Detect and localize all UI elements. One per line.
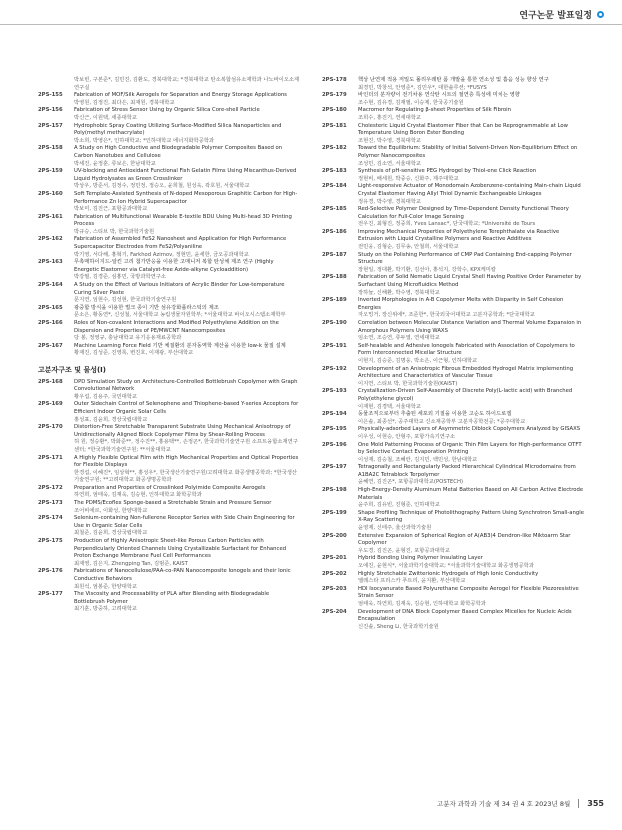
entry-authors: 엄태욱, 하연희, 김재욱, 김승현, 인하대학교 화학공학과 — [358, 600, 486, 607]
program-entry — [322, 274, 584, 297]
program-entry — [322, 252, 584, 275]
entry-authors: 박영원, 김정진, 최다은, 최재원, 경북대학교 — [74, 99, 175, 106]
entry-authors: 조어비에르, 이화성, 한양대학교 — [74, 507, 148, 514]
entry-body — [74, 538, 300, 568]
entry-id: 2PS-169 — [38, 401, 63, 408]
entry-title: Production of Highly Anisotropic Sheet-like Porous Carbon Particles with Perpendicularly Oriented Channels Using Crystallizable Surfactant for Enhanced Proton Exchange Membrane Fuel Cell Performances — [74, 538, 287, 560]
entry-title: Improving Mechanical Properties of Polyethylene Terephthalate via Reactive Extrusion with Liquid Crystalline Polymers and Reactive Additives — [358, 228, 560, 243]
entry-body — [358, 77, 584, 92]
entry-body — [74, 168, 300, 191]
entry-id: 2PS-184 — [322, 183, 347, 190]
program-entry — [38, 77, 300, 92]
program-entry — [322, 123, 584, 146]
entry-id: 2PS-199 — [322, 509, 347, 516]
entry-authors: 황우섭, 김용주, 국민대학교 — [74, 393, 138, 400]
program-entry — [38, 168, 300, 191]
entry-id: 2PS-163 — [38, 259, 63, 266]
entry-title: Machine Learning Force Field 기반 체질환의 분자동역학 계산을 이용한 low-k 물질 설계 — [74, 342, 286, 349]
entry-body — [74, 191, 300, 214]
entry-title: A Study on High Conductive and Biodegradable Polymer Composites Based on Carbon Nanotubes and Cellulose — [74, 145, 283, 159]
entry-body — [358, 320, 584, 343]
entry-body — [358, 297, 584, 320]
entry-id: 2PS-201 — [322, 555, 347, 562]
entry-body — [358, 145, 584, 168]
entry-title: Synthesis of pH-sensitive PEG Hydrogel by Thiol-ene Click Reaction — [358, 168, 537, 175]
entry-title: High-Energy-Density Aluminum Metal Batteries Based on All Carbon Active Electrode Materials — [358, 487, 584, 501]
program-entry — [38, 568, 300, 591]
entry-body — [358, 206, 584, 229]
entry-authors: 이재현, 김경택, 서울대학교 — [358, 403, 422, 410]
entry-body — [358, 442, 584, 465]
entry-authors: 이은솔, 최종선*, 공주대학교 신소재공학부 고분자공학전공; *공주대학교 — [358, 418, 526, 425]
entry-body — [358, 229, 584, 252]
entry-body — [358, 183, 584, 206]
entry-id — [38, 77, 74, 92]
entry-body — [74, 455, 300, 485]
entry-id: 2PS-198 — [322, 487, 347, 494]
entry-id: 2PS-185 — [322, 206, 347, 213]
entry-body — [74, 92, 300, 107]
entry-id: 2PS-190 — [322, 320, 347, 326]
program-entry — [38, 320, 300, 343]
program-entry — [38, 485, 300, 500]
entry-authors: 신진솔, Sheng Li, 한국과학기술원 — [358, 623, 439, 630]
entry-id: 2PS-192 — [322, 365, 347, 372]
entry-id: 2PS-155 — [38, 92, 63, 99]
program-entry — [322, 168, 584, 183]
program-entry — [322, 426, 584, 441]
entry-authors: 박세진, 윤정훈, 류보은, 한남대학교 — [74, 160, 156, 167]
entry-id: 2PS-165 — [38, 304, 63, 311]
entry-title: Distortion-Free Stretchable Transparent Substrate Using Mechanical Anisotropy of Unidirectionally Aligned Block Copolymer Films by Shear-Rolling Process — [74, 424, 291, 438]
entry-authors: 우도경, 김진곤, 윤형진, 포항공과대학교 — [358, 547, 450, 554]
entry-title: A Study on the Effect of Various Initiators of Acrylic Binder for Low-temperature Curing Silver Paste — [74, 282, 285, 296]
program-entry — [322, 510, 584, 533]
entry-authors: 최경민, 박창석, 안영준*, 김민우*, 대한솔루션; *FUSYS — [358, 84, 487, 91]
entry-body — [74, 107, 300, 122]
entry-title: 동물조직으로부터 추출된 세포외 기질을 이용한 고순도 하이드로겔 — [358, 411, 512, 418]
program-entry — [38, 259, 300, 282]
entry-id: 2PS-159 — [38, 168, 63, 175]
entry-title: Fabrication of Assembled FeS2 Nanosheet and Application for High Performance Supercapacitor Electrodes from FeS2/Polyaniline — [74, 236, 287, 251]
entry-id: 2PS-195 — [322, 426, 347, 433]
entry-id: 2PS-204 — [322, 608, 347, 615]
entry-title: Roles of Non-covalent Interactions and Modified Polyethylene Addition on the Dispersion and Properties of PE/MWCNT Nanocomposites — [74, 320, 279, 334]
program-entry — [38, 424, 300, 454]
entry-id: 2PS-175 — [38, 538, 63, 545]
program-entry — [38, 107, 300, 122]
entry-id: 2PS-187 — [322, 251, 347, 258]
entry-authors: 정현비, 배세원, 박중승, 신화주, 제주대학교 — [358, 175, 459, 182]
entry-authors: 조현진, 박수영, 경북대학교 — [358, 137, 422, 144]
entry-id: 2PS-172 — [38, 484, 63, 491]
program-entry — [322, 183, 584, 206]
entry-authors: 홍성표, 김윤희, 경상국립대학교 — [74, 416, 148, 423]
program-entry — [38, 236, 300, 259]
entry-body — [358, 426, 584, 441]
program-entry — [322, 442, 584, 465]
entry-body — [74, 259, 300, 282]
entry-authors: 박신근, 이원택, 세종대학교 — [74, 114, 138, 121]
entry-id: 2PS-166 — [38, 320, 63, 326]
entry-id: 2PS-191 — [322, 342, 347, 349]
entry-id: 2PS-157 — [38, 122, 63, 129]
entry-authors: 문지연, 임현수, 김성현, 한국과학기술연구원 — [74, 297, 177, 304]
entry-authors: 조수현, 김유경, 김재필, 이승제, 한국공기술원 — [358, 99, 464, 106]
entry-title: Red-Selective Polymer Designed by Time-Dependent Density Functional Theory Calculation for Full-Color Image Sensing — [358, 206, 569, 220]
entry-body — [358, 123, 584, 146]
entry-authors: 엘레스타 프리스카 푸트리, 윤지환, 부산대학교 — [358, 578, 466, 585]
entry-authors: 최철준, 김윤희, 경상국립대학교 — [74, 530, 148, 537]
program-entry — [38, 343, 300, 358]
entry-body — [358, 609, 584, 632]
entry-body — [358, 388, 584, 411]
program-entry — [322, 609, 584, 632]
entry-id: 2PS-202 — [322, 570, 347, 577]
entry-authors: 이우성, 이현승, 안형주, 포항가속기연구소 — [358, 433, 456, 440]
entry-title: Inverted Morphologies in A-B Copolymer Melts with Disparity in Self Cohesion Energies — [358, 297, 564, 311]
entry-id: 2PS-156 — [38, 107, 63, 114]
header-divider — [0, 24, 622, 25]
entry-body — [74, 305, 300, 320]
program-entry — [38, 214, 300, 237]
entry-title: Crystallization-Driven Self-Assembly of Discrete Poly(L-lactic acid) with Branched Poly(ethylene glycol) — [358, 388, 573, 402]
entry-body — [358, 411, 584, 426]
entry-body — [74, 379, 300, 402]
program-entry — [38, 515, 300, 538]
entry-body — [358, 464, 584, 487]
entry-id: 2PS-178 — [322, 77, 347, 83]
program-entry — [38, 538, 300, 568]
entry-id: 2PS-160 — [38, 190, 63, 197]
entry-id: 2PS-186 — [322, 228, 347, 235]
entry-authors: 박보빈, 구본준*, 김민진, 김환도, 경북대학교; *경북대학교 탄소복합섬유소재학과 나노바이오소재 연구실 — [74, 77, 300, 91]
entry-id: 2PS-162 — [38, 236, 63, 243]
program-entry — [322, 297, 584, 320]
entry-body — [74, 401, 300, 424]
entry-body — [358, 168, 584, 183]
program-entry — [322, 571, 584, 586]
entry-authors: 장현일, 정대환, 박기환, 김선아, 홍석지, 강학수, KPX케미칼 — [358, 266, 496, 273]
entry-id: 2PS-194 — [322, 411, 347, 418]
entry-id: 2PS-170 — [38, 424, 63, 431]
program-entry — [322, 343, 584, 366]
entry-body — [74, 236, 300, 259]
entry-body — [74, 424, 300, 454]
entry-body — [358, 510, 584, 533]
entry-title: Fabrication of Multifunctional Wearable E-textile BDU Using Multi-head 3D Printing Process — [74, 213, 292, 228]
entry-body — [358, 555, 584, 570]
entry-body — [358, 274, 584, 297]
entry-body — [358, 107, 584, 122]
page-footer — [437, 799, 604, 808]
section-heading: 고분자구조 및 물성(I) — [38, 365, 106, 374]
entry-authors: 이현지, 김승준, 김명웅, 박소은, 이근형, 인하대학교 — [358, 357, 478, 364]
program-entry — [322, 229, 584, 252]
entry-id: 2PS-197 — [322, 464, 347, 471]
entry-title: Macromer for Regulating β-sheet Properties of Silk Fibroin — [358, 107, 511, 114]
program-entry — [38, 145, 300, 168]
page-header — [519, 8, 604, 21]
entry-authors: 박상우, 방준서, 김정수, 정민정, 정승오, 윤희철, 원성욱, 곽호원, 서울대학교 — [74, 183, 250, 190]
entry-title: Selenium-containing Non-fullerene Receptor Series with Side Chain Engineering for Use in Organic Solar Cells — [74, 515, 295, 529]
entry-body — [358, 533, 584, 556]
entry-id: 2PS-200 — [322, 532, 347, 539]
entry-authors: 전우진, 최형진, 정중희, Yves Lansac*, 단국대학교; *Université de Tours — [358, 221, 536, 228]
entry-body — [74, 123, 300, 146]
entry-title: Light-responsive Actuator of Monodomain Azobenzene-containing Main-chain Liquid Crystal Elastomer Having Allyl Thiol Dynamic Exchangeable Linkages — [358, 183, 581, 197]
entry-id: 2PS-203 — [322, 585, 347, 592]
entry-title: Physically-adsorbed Layers of Asymmetric Diblock Copolymers Analyzed by GISAXS — [358, 426, 581, 433]
entry-authors: 황재진, 김성준, 진영록, 변진호, 이재광, 부산대학교 — [74, 350, 194, 357]
program-entry — [322, 586, 584, 609]
entry-title: Fabrication of Solid Nematic Liquid Crystal Shell Having Positive Order Parameter by Surfactant Using Microfluidics Method — [358, 274, 582, 289]
program-entry — [322, 77, 584, 92]
entry-title: A Highly Flexible Optical Film with High Mechanical Properties and Optical Properties for Flexible Displays — [74, 454, 299, 469]
entry-title: UV-blocking and Antioxidant Functional Fish Gelatin Films Using Miscanthus-Derived Liquid Hydrolysates as Green Crosslinker — [74, 168, 297, 182]
entry-title: Fabrications of Nanocellulose/PAA-co-PAN Nanocomposite Ionogels and their Ionic Conductive Behaviors — [74, 568, 291, 582]
entry-authors: 윤영제, 신태주, 울산과학기술원 — [358, 525, 432, 532]
entry-title: Fabrication of Stress Sensor Using by Organic Silica Core-shell Particle — [74, 107, 260, 114]
entry-id: 2PS-182 — [322, 145, 347, 152]
entry-authors: 이성재, 김승철, 조혜란, 김지민, 백민성, 한남대학교 — [358, 456, 478, 463]
entry-title: Extensive Expansion of Spherical Region of A(AB3)4 Dendron-like Miktoarm Star Copolymer — [358, 532, 571, 547]
entry-title: Fabrication of MOF/Silk Aerogels for Separation and Energy Storage Applications — [74, 92, 287, 99]
entry-authors: 한경섭, 이혜진*, 임상혁**, 홍성우*, 한국생산기술연구원/고려대학교 화공생명공학과; *한국생산기술연구원; **고려대학교 화공생명공학과 — [74, 469, 297, 484]
entry-id: 2PS-168 — [38, 378, 63, 385]
entry-id: 2PS-176 — [38, 568, 63, 575]
entry-title: Correlation between Molecular Distance Variation and Thermal Volume Expansion in Amorphous Polymers Using WAXS — [358, 320, 582, 334]
entry-authors: 이지연, 스티브 박, 한국과학기술원(KAIST) — [358, 380, 458, 387]
entry-title: Outer Sidechain Control of Selenophene and Thiophene-based Y-series Acceptors for Efficient Indoor Organic Solar Cells — [74, 401, 299, 415]
entry-authors: 정유경, 박수영, 경북대학교 — [358, 198, 422, 205]
entry-id: 2PS-181 — [322, 122, 347, 129]
entry-authors: 최원석, 엄봉준, 한양대학교 — [74, 583, 138, 590]
program-entry — [38, 379, 300, 402]
entry-authors: 오에진, 윤현식*, 서울과학기술대학교; *서울과학기술대학교 화공생명공학과 — [358, 563, 534, 569]
entry-title: Highly Stretchable Zwitterionic Hydrogels of High Ionic Conductivity — [358, 570, 539, 577]
entry-body — [74, 214, 300, 237]
entry-id: 2PS-171 — [38, 454, 63, 461]
entry-body — [358, 487, 584, 510]
entry-authors: 장하늘, 신해환, 박수영, 경북대학교 — [358, 289, 440, 296]
entry-body — [74, 485, 300, 500]
footer-divider — [578, 799, 579, 808]
entry-authors: 윤주희, 김유빈, 진형준, 인하대학교 — [358, 502, 440, 509]
entry-authors: 박소희, 박영은*, 인하대학교; *인하대학교 에너지화학공학과 — [74, 137, 214, 144]
entry-title: Hybrid Bonding Using Polymer Insulating Layer — [358, 555, 483, 562]
program-entry — [38, 282, 300, 305]
entry-title: 바인더의 분자량이 전기차용 연삭탄 시트의 절연층 특성에 미치는 영향 — [358, 92, 520, 99]
entry-id: 2PS-179 — [322, 92, 347, 99]
entry-body — [358, 586, 584, 609]
entry-authors: 허 원, 정승환*, 박화준**, 정수진**, 홍용택**, 손정곤*, 한국과학기술연구원 소프트융합소재연구센터; *한국과학기술연구원; **서울대학교 — [74, 439, 298, 453]
entry-id: 2PS-158 — [38, 145, 63, 152]
entry-body — [74, 145, 300, 168]
program-entry — [322, 145, 584, 168]
entry-id: 2PS-164 — [38, 282, 63, 289]
entry-id: 2PS-183 — [322, 168, 347, 175]
entry-authors: 임소연, 조승연, 류두열, 연세대학교 — [358, 335, 440, 342]
program-entry — [38, 305, 300, 320]
entry-id: 2PS-196 — [322, 441, 347, 448]
left-column — [38, 77, 300, 614]
entry-body — [74, 591, 300, 614]
program-entry — [322, 366, 584, 389]
entry-title: Self-healable and Adhesive Ionogels Fabricated with Association of Copolymers to Form Interconnected Micellar Structure — [358, 342, 575, 357]
program-entry — [322, 555, 584, 570]
entry-id: 2PS-161 — [38, 213, 63, 220]
entry-title: Tetragonally and Rectangularly Packed Hierarchical Cylindrical Microdomains from A1BA2C Tetrablock Terpolymer — [358, 464, 576, 478]
entry-authors: 전민웅, 김형순, 김무송, 안철희, 서울대학교 — [358, 244, 459, 251]
program-entry — [38, 92, 300, 107]
entry-authors: 자오밍거, 장신위에*, 조준한*, 한국외국어대학교 고분자공학과; *단국대학교 — [358, 312, 535, 319]
entry-title: Cholesteric Liquid Crystal Elastomer Fiber that Can be Reprogrammable at Low Temperature Using Boron Ester Bonding — [358, 122, 568, 137]
entry-body — [74, 282, 300, 305]
entry-title: The Viscosity and Processability of PLA after Blending with Biodegradable Bottlebrush Polymer — [74, 591, 270, 605]
entry-authors: 최재영, 김은지, Zhengping Tan, 김범준, KAIST — [74, 560, 188, 567]
program-entry — [322, 206, 584, 229]
program-entry — [322, 320, 584, 343]
journal-info: 고분자 과학과 기술 제 34 권 4 호 2023년 8월 — [436, 800, 571, 808]
entry-title: One Mold Patterning Process of Organic Thin Film Layers for High-performance OTFT by Selective Contact Evaporation Printing — [358, 441, 582, 456]
program-entry — [38, 500, 300, 515]
entry-id: 2PS-177 — [38, 591, 63, 598]
entry-title: Study on the Polishing Performance of CMP Pad Containing End-capping Polymer Structure — [358, 251, 572, 266]
entry-body — [74, 320, 300, 343]
program-entry — [38, 191, 300, 214]
right-column — [322, 77, 584, 631]
program-entry — [322, 92, 584, 107]
entry-authors: 박규승, 스티브 박, 한국과학기술원 — [74, 228, 155, 235]
entry-title: 광중합 방식을 이용한 벌크 종이 기반 섬유강화플라스틱의 제조 — [74, 304, 219, 311]
entry-title: 핵상 난연제 적용 저밀도 폴리우레탄 폼 개발을 통한 연소성 및 흡음 성능 향상 연구 — [358, 77, 549, 83]
program-entry — [38, 455, 300, 485]
entry-body — [358, 571, 584, 586]
entry-title: Shape Profiling Technique of Photolithography Pattern Using Synchrotron Small-angle X-Ray Scattering — [358, 509, 584, 524]
entry-id: 2PS-173 — [38, 500, 63, 507]
entry-id: 2PS-180 — [322, 107, 347, 114]
program-entry — [322, 411, 584, 426]
entry-body — [74, 343, 300, 358]
entry-title: Preparation and Properties of Crosslinked Polyimide Composite Aerogels — [74, 484, 266, 491]
entry-authors: 박기영, 서다해, 홍혁기, Farkhod Azimov, 정현민, 윤세한, 금오공과대학교 — [74, 251, 249, 258]
circle-icon — [597, 11, 604, 18]
entry-authors: 당 봉, 정영규, 충남대학교 유기응용재료공학과 — [74, 335, 182, 342]
entry-body — [358, 92, 584, 107]
header-title: 연구논문 발표일정 — [519, 11, 592, 21]
entry-title: Soft Template-Assisted Synthesis of N-doped Mesoporous Graphitic Carbon for High-Performance Zn Ion Hybrid Supercapacitor — [74, 190, 298, 205]
program-entry — [322, 533, 584, 556]
entry-body — [358, 252, 584, 275]
entry-id: 2PS-188 — [322, 274, 347, 281]
entry-body — [358, 343, 584, 366]
entry-title: 무촉매하이지드-알킨 고리 첨가반응을 이용한 고매니저 복합 탄성체 제조 연구 (Highly Energetic Elastomer via Catalyst-free Azide-alkyne Cycloaddition) — [74, 259, 274, 273]
entry-authors: 문소은, 황동연*, 신성철, 서울대학교 농림생물자원학부; *서울대학교 바이오시스템소재학부 — [74, 312, 286, 319]
entry-authors: 박강필, 김경준, 심홍민, 국방과학연구소 — [74, 274, 166, 281]
entry-title: Development of an Anisotropic Fibrous Embedded Hydrogel Matrix implementing Architecture and Characteristics of Vascular Tissue — [358, 365, 574, 380]
entry-id: 2PS-189 — [322, 297, 347, 304]
entry-authors: 윤혜연, 김진곤*, 포항공과대학교(POSTECH) — [358, 479, 464, 486]
entry-title: HDI Isocyanurate Based Polyurethane Composite Aerogel for Flexible Piezoresistive Strain Sensor — [358, 585, 579, 600]
program-entry — [322, 487, 584, 510]
program-entry — [322, 464, 584, 487]
program-entry — [38, 123, 300, 146]
entry-id: 2PS-167 — [38, 342, 63, 349]
program-entry — [38, 591, 300, 614]
entry-body — [358, 366, 584, 389]
entry-body — [74, 515, 300, 538]
program-entry — [322, 107, 584, 122]
entry-body — [74, 500, 300, 515]
entry-id: 2PS-193 — [322, 388, 347, 395]
entry-title: DPD Simulation Study on Architecture-Controlled Bottlebrush Copolymer with Graph Convolutional Network — [74, 378, 298, 393]
entry-id: 2PS-174 — [38, 515, 63, 522]
entry-authors: 최기훈, 방중하, 고려대학교 — [74, 606, 138, 613]
entry-authors: 조성민, 김소연, 서울대학교 — [358, 160, 422, 167]
entry-title: The PDMS/Ecoflex Sponge-based a Stretchable Strain and Pressure Sensor — [74, 500, 272, 507]
entry-authors: 하연희, 엄태욱, 김재욱, 김승현, 인하대학교 화학공학과 — [74, 492, 202, 499]
entry-authors: 박보미, 김진근, 포항공과대학교 — [74, 206, 148, 213]
program-entry — [322, 388, 584, 411]
entry-body — [74, 568, 300, 591]
entry-title: Development of DNA Block Copolymer Based Complex Micelles for Nucleic Acids Encapsulation — [358, 608, 572, 623]
page-number: 355 — [587, 799, 604, 808]
entry-title: Hydrophobic Spray Coating Utilizing Surface-Modified Silica Nanoparticles and Poly(methyl methacrylate) — [74, 122, 282, 137]
entry-body — [74, 77, 300, 92]
entry-authors: 조희수, 홍진기, 연세대학교 — [358, 114, 422, 121]
entry-title: Toward the Equilibrium: Stability of Initial Solvent-Driven Non-Equilibrium Effect on Polymer Nanocomposites — [358, 145, 578, 159]
program-entry — [38, 401, 300, 424]
